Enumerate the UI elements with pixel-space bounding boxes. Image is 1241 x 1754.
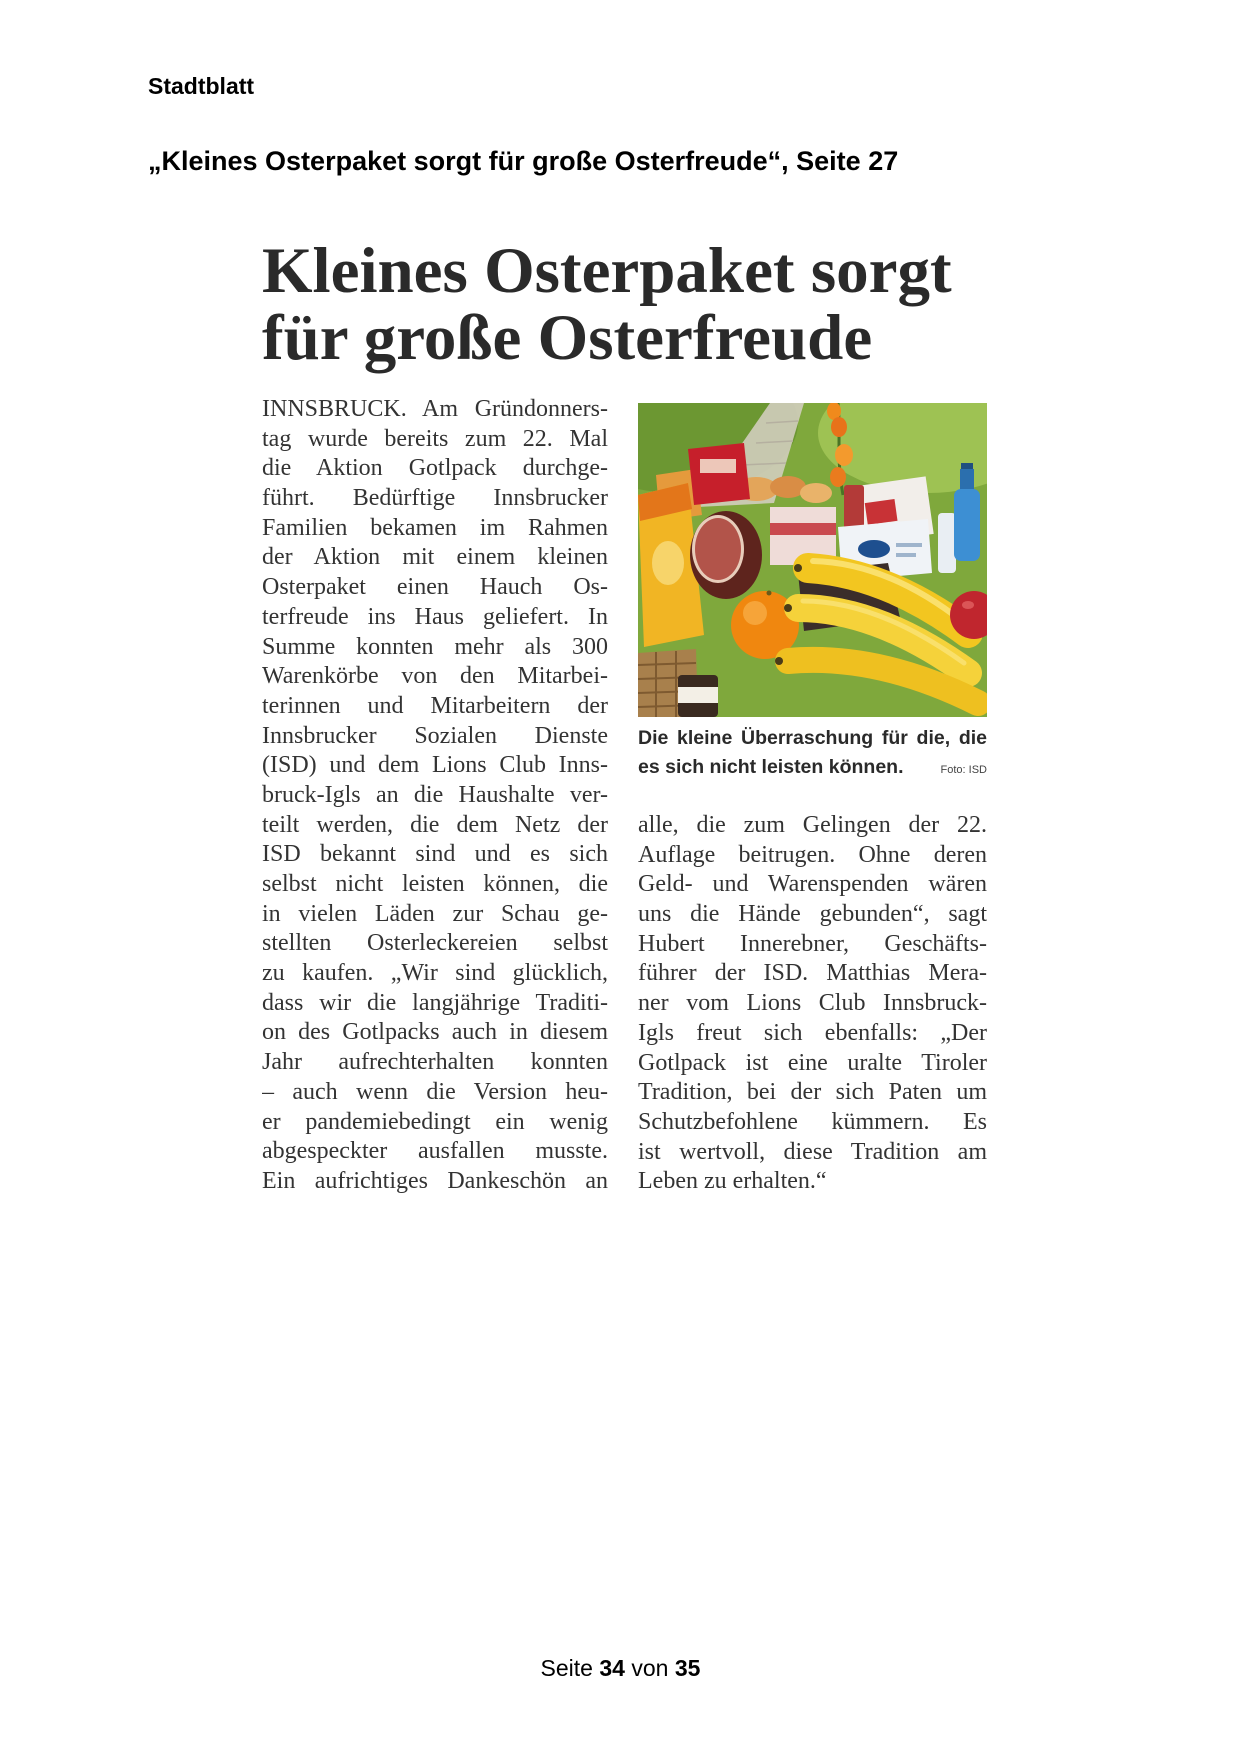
article-text-line: ist wertvoll, diese Tradition am: [638, 1138, 987, 1165]
photo-ham-meat: [695, 518, 741, 580]
article-text-line: Hubert Innerebner, Geschäfts-: [638, 930, 987, 957]
article-text-line: die Aktion Gotlpack durchge-: [262, 455, 608, 482]
page-number-total: 35: [674, 1655, 701, 1681]
photo-banana-tip: [784, 604, 792, 612]
photo-white-bottle: [938, 513, 956, 573]
photo-cheese-logo: [858, 540, 890, 558]
article-text-line: Innsbrucker Sozialen Dienste: [262, 722, 608, 749]
article-text-line: on des Gotlpacks auch in diesem: [262, 1019, 608, 1046]
article-photo: [638, 403, 987, 717]
article-text-line: terfreude ins Haus geliefert. In: [262, 603, 608, 630]
photo-bottle-body: [954, 489, 980, 561]
photo-tulip-head: [830, 467, 846, 487]
article-text-line: uns die Hände gebunden“, sagt: [638, 901, 987, 928]
article-column-left: [262, 395, 608, 1197]
article-text-line: teilt werden, die dem Netz der: [262, 811, 608, 838]
article-text-line: zu kaufen. „Wir sind glücklich,: [262, 960, 608, 987]
article-text-line: er pandemiebedingt ein wenig: [262, 1108, 608, 1135]
article-text-line: Gotlpack ist eine uralte Tiroler: [638, 1049, 987, 1076]
article-text-line: Tradition, bei der sich Paten um: [638, 1079, 987, 1106]
photo-cheese-label-bar: [896, 543, 922, 547]
article-text-line: Auflage beitrugen. Ohne deren: [638, 841, 987, 868]
article-text-line: in vielen Läden zur Schau ge-: [262, 900, 608, 927]
photo-bottle-neck: [960, 469, 974, 491]
article-text-line: dass wir die langjährige Traditi-: [262, 989, 608, 1016]
photo-orange-stem: [767, 591, 772, 596]
article-text-line: selbst nicht leisten können, die: [262, 871, 608, 897]
photo-bread-roll: [800, 483, 832, 503]
publication-name: Stadtblatt: [148, 73, 255, 99]
page-number-current: 34: [599, 1655, 625, 1681]
article-reference: „Kleines Osterpaket sorgt für große Osterfreude“, Seite 27: [148, 146, 899, 176]
photo-tulip-head: [831, 417, 847, 437]
article-text-line: Geld- und Warenspenden wären: [638, 871, 987, 898]
photo-orange-highlight: [743, 601, 767, 625]
photo-banana-tip: [794, 564, 802, 572]
article-text-line: stellten Osterleckereien selbst: [262, 930, 608, 957]
article-text-line: Summe konnten mehr als 300: [262, 633, 608, 660]
article-column-right: [638, 811, 987, 1197]
page-number-separator: von: [631, 1655, 669, 1681]
article-text-line: INNSBRUCK. Am Gründonners-: [262, 396, 608, 422]
headline-line: für große Osterfreude: [262, 302, 873, 374]
photo-jar-label: [678, 687, 718, 703]
article-text-line: (ISD) und dem Lions Club Inns-: [262, 752, 608, 779]
page-number-label: Seite: [540, 1655, 593, 1681]
page-number: [0, 1657, 1241, 1680]
article-headline: [262, 235, 952, 374]
photo-chips-bag-label: [700, 459, 736, 473]
photo-jar: [678, 675, 718, 717]
article-text-line: alle, die zum Gelingen der 22.: [638, 812, 987, 838]
article-text-line: ISD bekannt sind und es sich: [262, 841, 608, 868]
photo-apple-highlight: [962, 601, 974, 609]
caption-line-with-credit: [638, 753, 987, 782]
article-text-line: der Aktion mit einem kleinen: [262, 544, 608, 571]
article-text-line: ner vom Lions Club Innsbruck-: [638, 990, 987, 1017]
article-text-line: Osterpaket einen Hauch Os-: [262, 574, 608, 601]
photo-chips-bag: [688, 443, 750, 505]
article-text-line: Igls freut sich ebenfalls: „Der: [638, 1019, 987, 1046]
article-text-line: Warenkörbe von den Mitarbei-: [262, 663, 608, 690]
photo-package-stripe: [770, 523, 836, 535]
article-text-line: Schutzbefohlene kümmern. Es: [638, 1108, 987, 1135]
article-text-line: führer der ISD. Matthias Mera-: [638, 960, 987, 987]
photo-cheese-label-bar: [896, 553, 916, 557]
photo-ham: [690, 511, 762, 599]
article-text-line: Jahr aufrechterhalten konnten: [262, 1049, 608, 1076]
headline-line: Kleines Osterpaket sorgt: [262, 235, 952, 307]
photo-banana-tip: [775, 657, 783, 665]
article-text-line: – auch wenn die Version heu-: [262, 1078, 608, 1105]
caption-line: es sich nicht leisten können.: [638, 755, 904, 778]
article-text-line: führt. Bedürftige Innsbrucker: [262, 485, 608, 512]
photo-caption: [638, 724, 987, 781]
photo-yellow-box-label: [652, 541, 684, 585]
article-text-line: tag wurde bereits zum 22. Mal: [262, 425, 608, 452]
article-text-line: Leben zu erhalten.“: [638, 1168, 827, 1195]
article-text-line: abgespeckter ausfallen musste.: [262, 1138, 608, 1165]
article-text-line: terinnen und Mitarbeitern der: [262, 692, 608, 719]
photo-tulip-head: [835, 444, 853, 466]
article-text-line: Ein aufrichtiges Dankeschön an: [262, 1167, 608, 1194]
caption-line: Die kleine Überraschung für die, die: [638, 727, 987, 749]
photo-easter-package-image: [638, 403, 987, 717]
article-text-line: bruck-Igls an die Haushalte ver-: [262, 781, 608, 808]
photo-chips-bag-body: [688, 443, 750, 505]
photo-credit: Foto: ISD: [940, 763, 987, 776]
article-text-line: Familien bekamen im Rahmen: [262, 514, 608, 541]
photo-box-label: [865, 499, 898, 525]
